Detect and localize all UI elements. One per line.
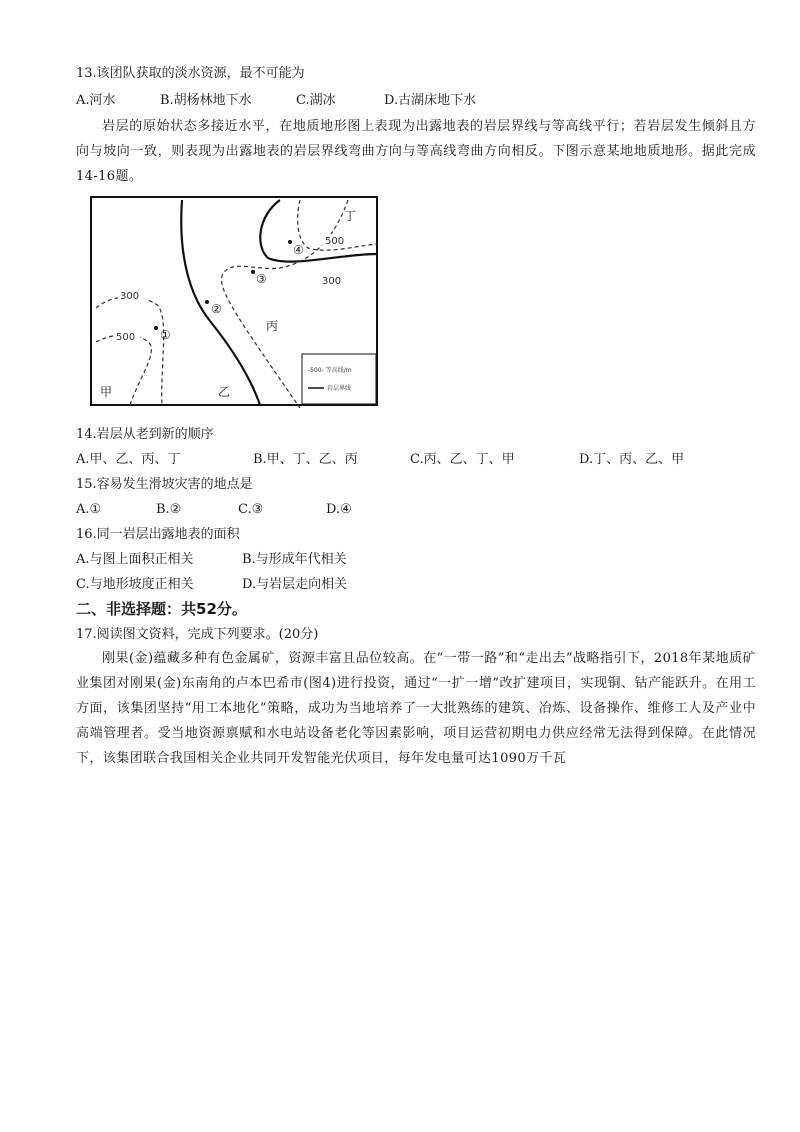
- contour-label-left-500: 500: [116, 332, 136, 343]
- layer-label-yi: 乙: [218, 385, 231, 399]
- q16-option-d: D.与岩层走向相关: [242, 577, 348, 592]
- q16-option-a: A.与图上面积正相关: [76, 552, 194, 567]
- q14-option-c: C.丙、乙、丁、甲: [410, 452, 515, 467]
- contour-label-right-500: 500: [325, 236, 345, 247]
- question-16-stem: 16.同一岩层出露地表的面积: [76, 527, 240, 542]
- question-15-stem: 15.容易发生滑坡灾害的地点是: [76, 477, 253, 492]
- question-13-stem: 13.该团队获取的淡水资源，最不可能为: [76, 66, 305, 81]
- point-3-label: ③: [256, 272, 267, 286]
- question-15-options: [76, 501, 352, 519]
- q14-option-d: D.丁、丙、乙、甲: [579, 452, 685, 467]
- q15-option-b: B.②: [156, 502, 182, 517]
- contour-label-right-300: 300: [322, 276, 342, 287]
- question-14-options: [76, 451, 684, 469]
- question-13-options: [76, 92, 476, 110]
- question-14-stem: 14.岩层从老到新的顺序: [76, 427, 214, 442]
- contour-label-left-300: 300: [120, 291, 140, 302]
- q15-option-a: A.①: [76, 502, 102, 517]
- q15-option-d: D.④: [326, 502, 352, 517]
- point-2-label: ②: [211, 302, 222, 316]
- passage-14-16: 岩层的原始状态多接近水平，在地质地形图上表现为出露地表的岩层界线与等高线平行；若岩层发生倾斜且方向与坡向一致，则表现为出露地表的岩层界线弯曲方向与等高线弯曲方向相反。下图示意某地地质地形。据此完成14-16题。: [76, 119, 756, 184]
- geologic-map: [90, 196, 380, 408]
- q13-option-d: D.古湖床地下水: [384, 93, 477, 108]
- q15-option-c: C.③: [238, 502, 264, 517]
- q13-option-b: B.胡杨林地下水: [160, 93, 252, 108]
- layer-label-jia: 甲: [100, 385, 113, 399]
- q13-option-c: C.湖冰: [296, 93, 336, 108]
- layer-label-bing: 丙: [266, 319, 279, 333]
- point-dot: [205, 300, 209, 304]
- q16-option-c: C.与地形坡度正相关: [76, 577, 194, 592]
- section-2-heading: 二、非选择题：共52分。: [76, 600, 247, 618]
- q16-option-b: B.与形成年代相关: [242, 552, 347, 567]
- q14-option-a: A.甲、乙、丙、丁: [76, 452, 181, 467]
- question-16-options-row2: [76, 576, 347, 594]
- q14-option-b: B.甲、丁、乙、丙: [253, 452, 358, 467]
- point-dot: [154, 326, 158, 330]
- point-1-label: ①: [160, 328, 171, 342]
- layer-label-ding: 丁: [344, 209, 357, 223]
- q13-option-a: A.河水: [76, 93, 116, 108]
- point-dot: [288, 240, 292, 244]
- question-17-passage: 刚果(金)蕴藏多种有色金属矿，资源丰富且品位较高。在“一带一路”和“走出去”战略指引下，2018年某地质矿业集团对刚果(金)东南角的卢本巴希市(图4)进行投资，通过“一扩一增”改扩建项目，实现铜、钴产能跃升。在用工方面，该集团坚持“用工本地化”策略，成功为当地培养了一大批熟练的建筑、冶炼、设备操作、维修工人及产业中高端管理者。受当地资源禀赋和水电站设备老化等因素影响，项目运营初期电力供应经常无法得到保障。在此情况下，该集团联合我国相关企业共同开发智能光伏项目，每年发电量可达1090万千瓦: [76, 651, 756, 766]
- point-4-label: ④: [293, 243, 304, 257]
- point-dot: [251, 270, 255, 274]
- question-17-stem: 17.阅读图文资料，完成下列要求。(20分): [76, 627, 319, 642]
- map-legend: [302, 354, 376, 404]
- question-16-options-row1: [76, 551, 347, 569]
- legend-contour-label: -500- 等高线/m: [308, 367, 352, 374]
- legend-boundary-label: 岩层界线: [327, 385, 352, 392]
